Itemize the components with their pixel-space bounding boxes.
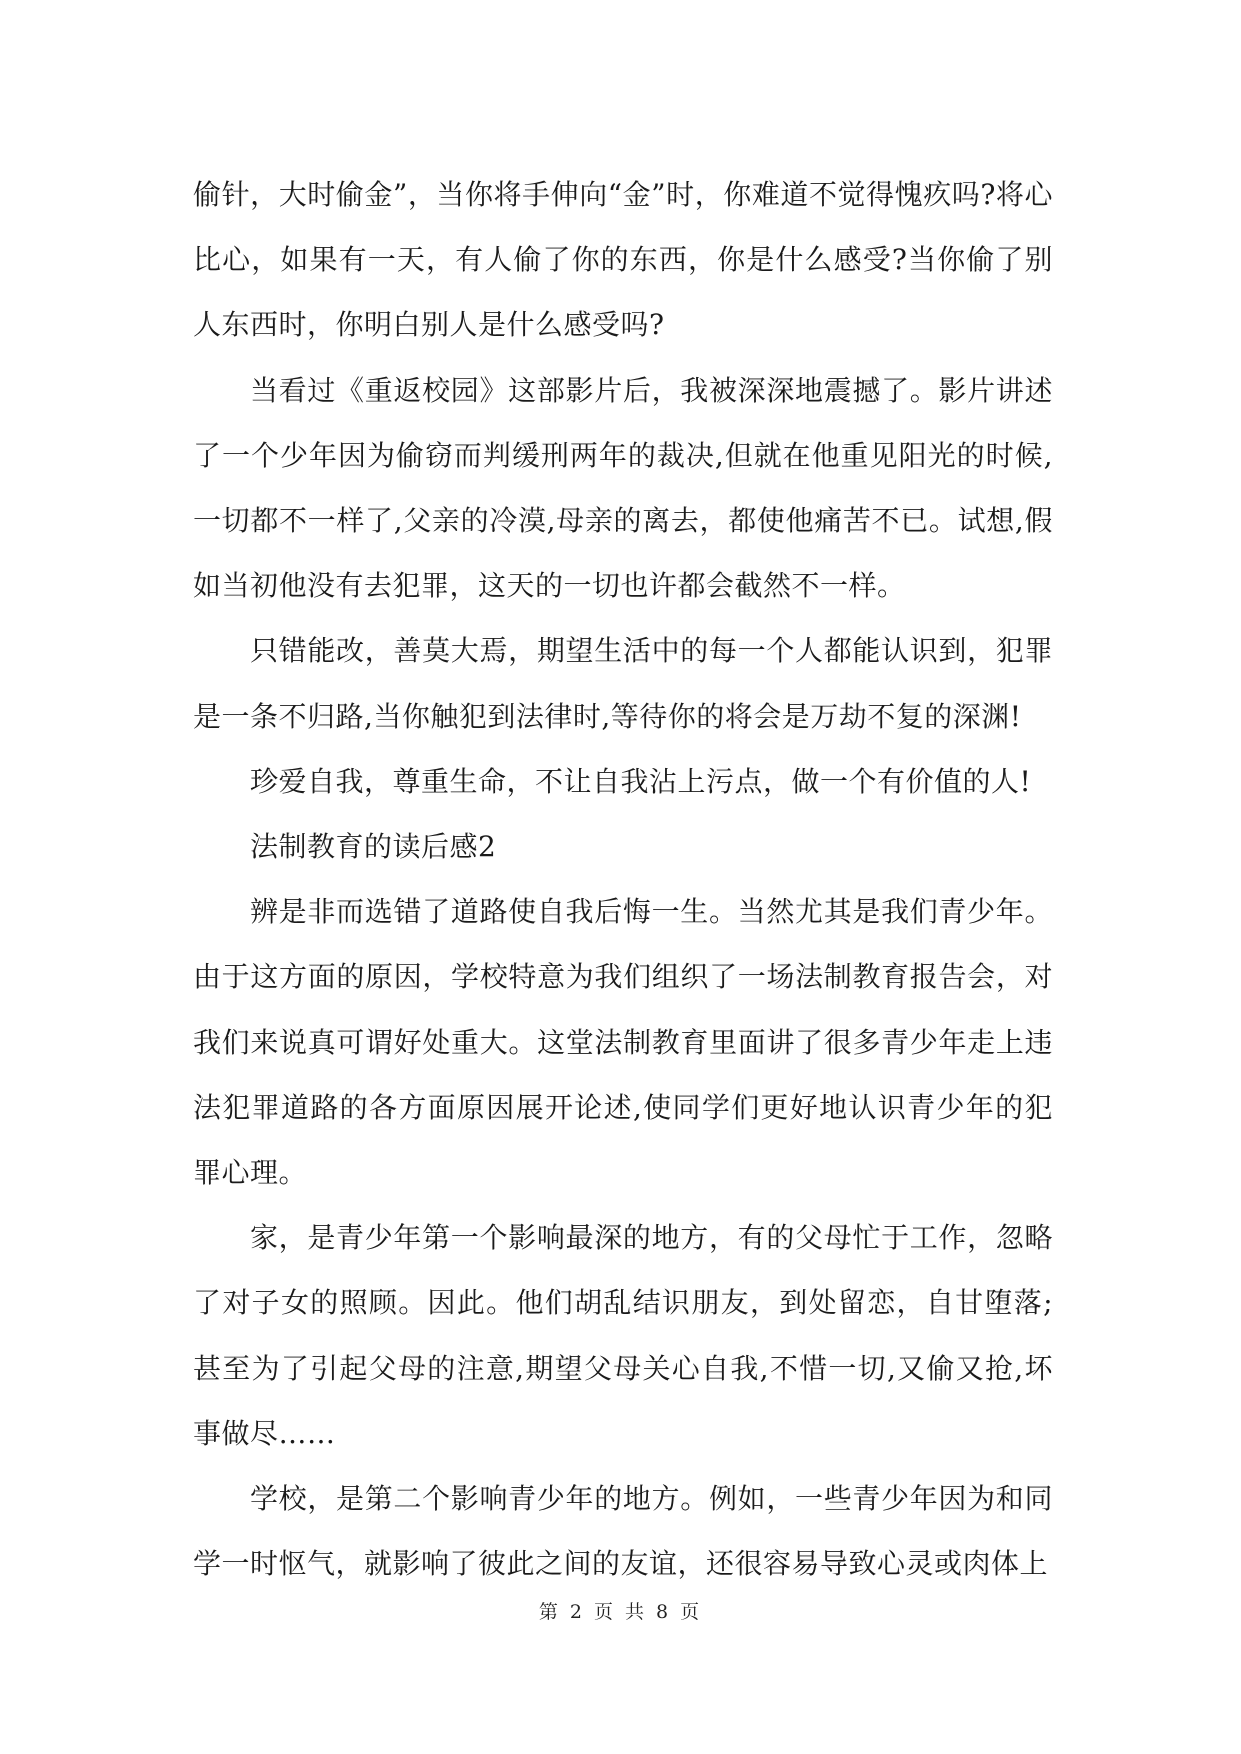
paragraph-5: 辨是非而选错了道路使自我后悔一生。当然尤其是我们青少年。由于这方面的原因，学校特意为我们组织了一场法制教育报告会，对我们来说真可谓好处重大。这堂法制教育里面讲了很多青少年走上违法犯罪道路的各方面原因展开论述,使同学们更好地认识青少年的犯罪心理。 [193, 895, 1053, 1190]
document-body [193, 162, 1053, 1596]
paragraph-1: 偷针，大时偷金”，当你将手伸向“金”时，你难道不觉得愧疚吗?将心比心，如果有一天，有人偷了你的东西，你是什么感受?当你偷了别人东西时，你明白别人是什么感受吗? [193, 178, 1053, 342]
paragraph-3: 只错能改，善莫大焉，期望生活中的每一个人都能认识到，犯罪是一条不归路,当你触犯到法律时,等待你的将会是万劫不复的深渊! [193, 634, 1053, 733]
section-heading: 法制教育的读后感2 [250, 830, 497, 864]
paragraph-7: 学校，是第二个影响青少年的地方。例如，一些青少年因为和同学一时怄气，就影响了彼此之间的友谊，还很容易导致心灵或肉体上 [193, 1482, 1053, 1581]
paragraph-6: 家，是青少年第一个影响最深的地方，有的父母忙于工作，忽略了对子女的照顾。因此。他们胡乱结识朋友，到处留恋，自甘堕落;甚至为了引起父母的注意,期望父母关心自我,不惜一切,又偷又抢,坏事做尽…… [193, 1221, 1053, 1450]
paragraph-2: 当看过《重返校园》这部影片后，我被深深地震撼了。影片讲述了一个少年因为偷窃而判缓刑两年的裁决,但就在他重见阳光的时候,一切都不一样了,父亲的冷漠,母亲的离去，都使他痛苦不已。试想,假如当初他没有去犯罪，这天的一切也许都会截然不一样。 [193, 373, 1053, 603]
paragraph-4: 珍爱自我，尊重生命，不让自我沾上污点，做一个有价值的人! [250, 764, 1032, 798]
page-footer: 第 2 页 共 8 页 [538, 1601, 703, 1623]
